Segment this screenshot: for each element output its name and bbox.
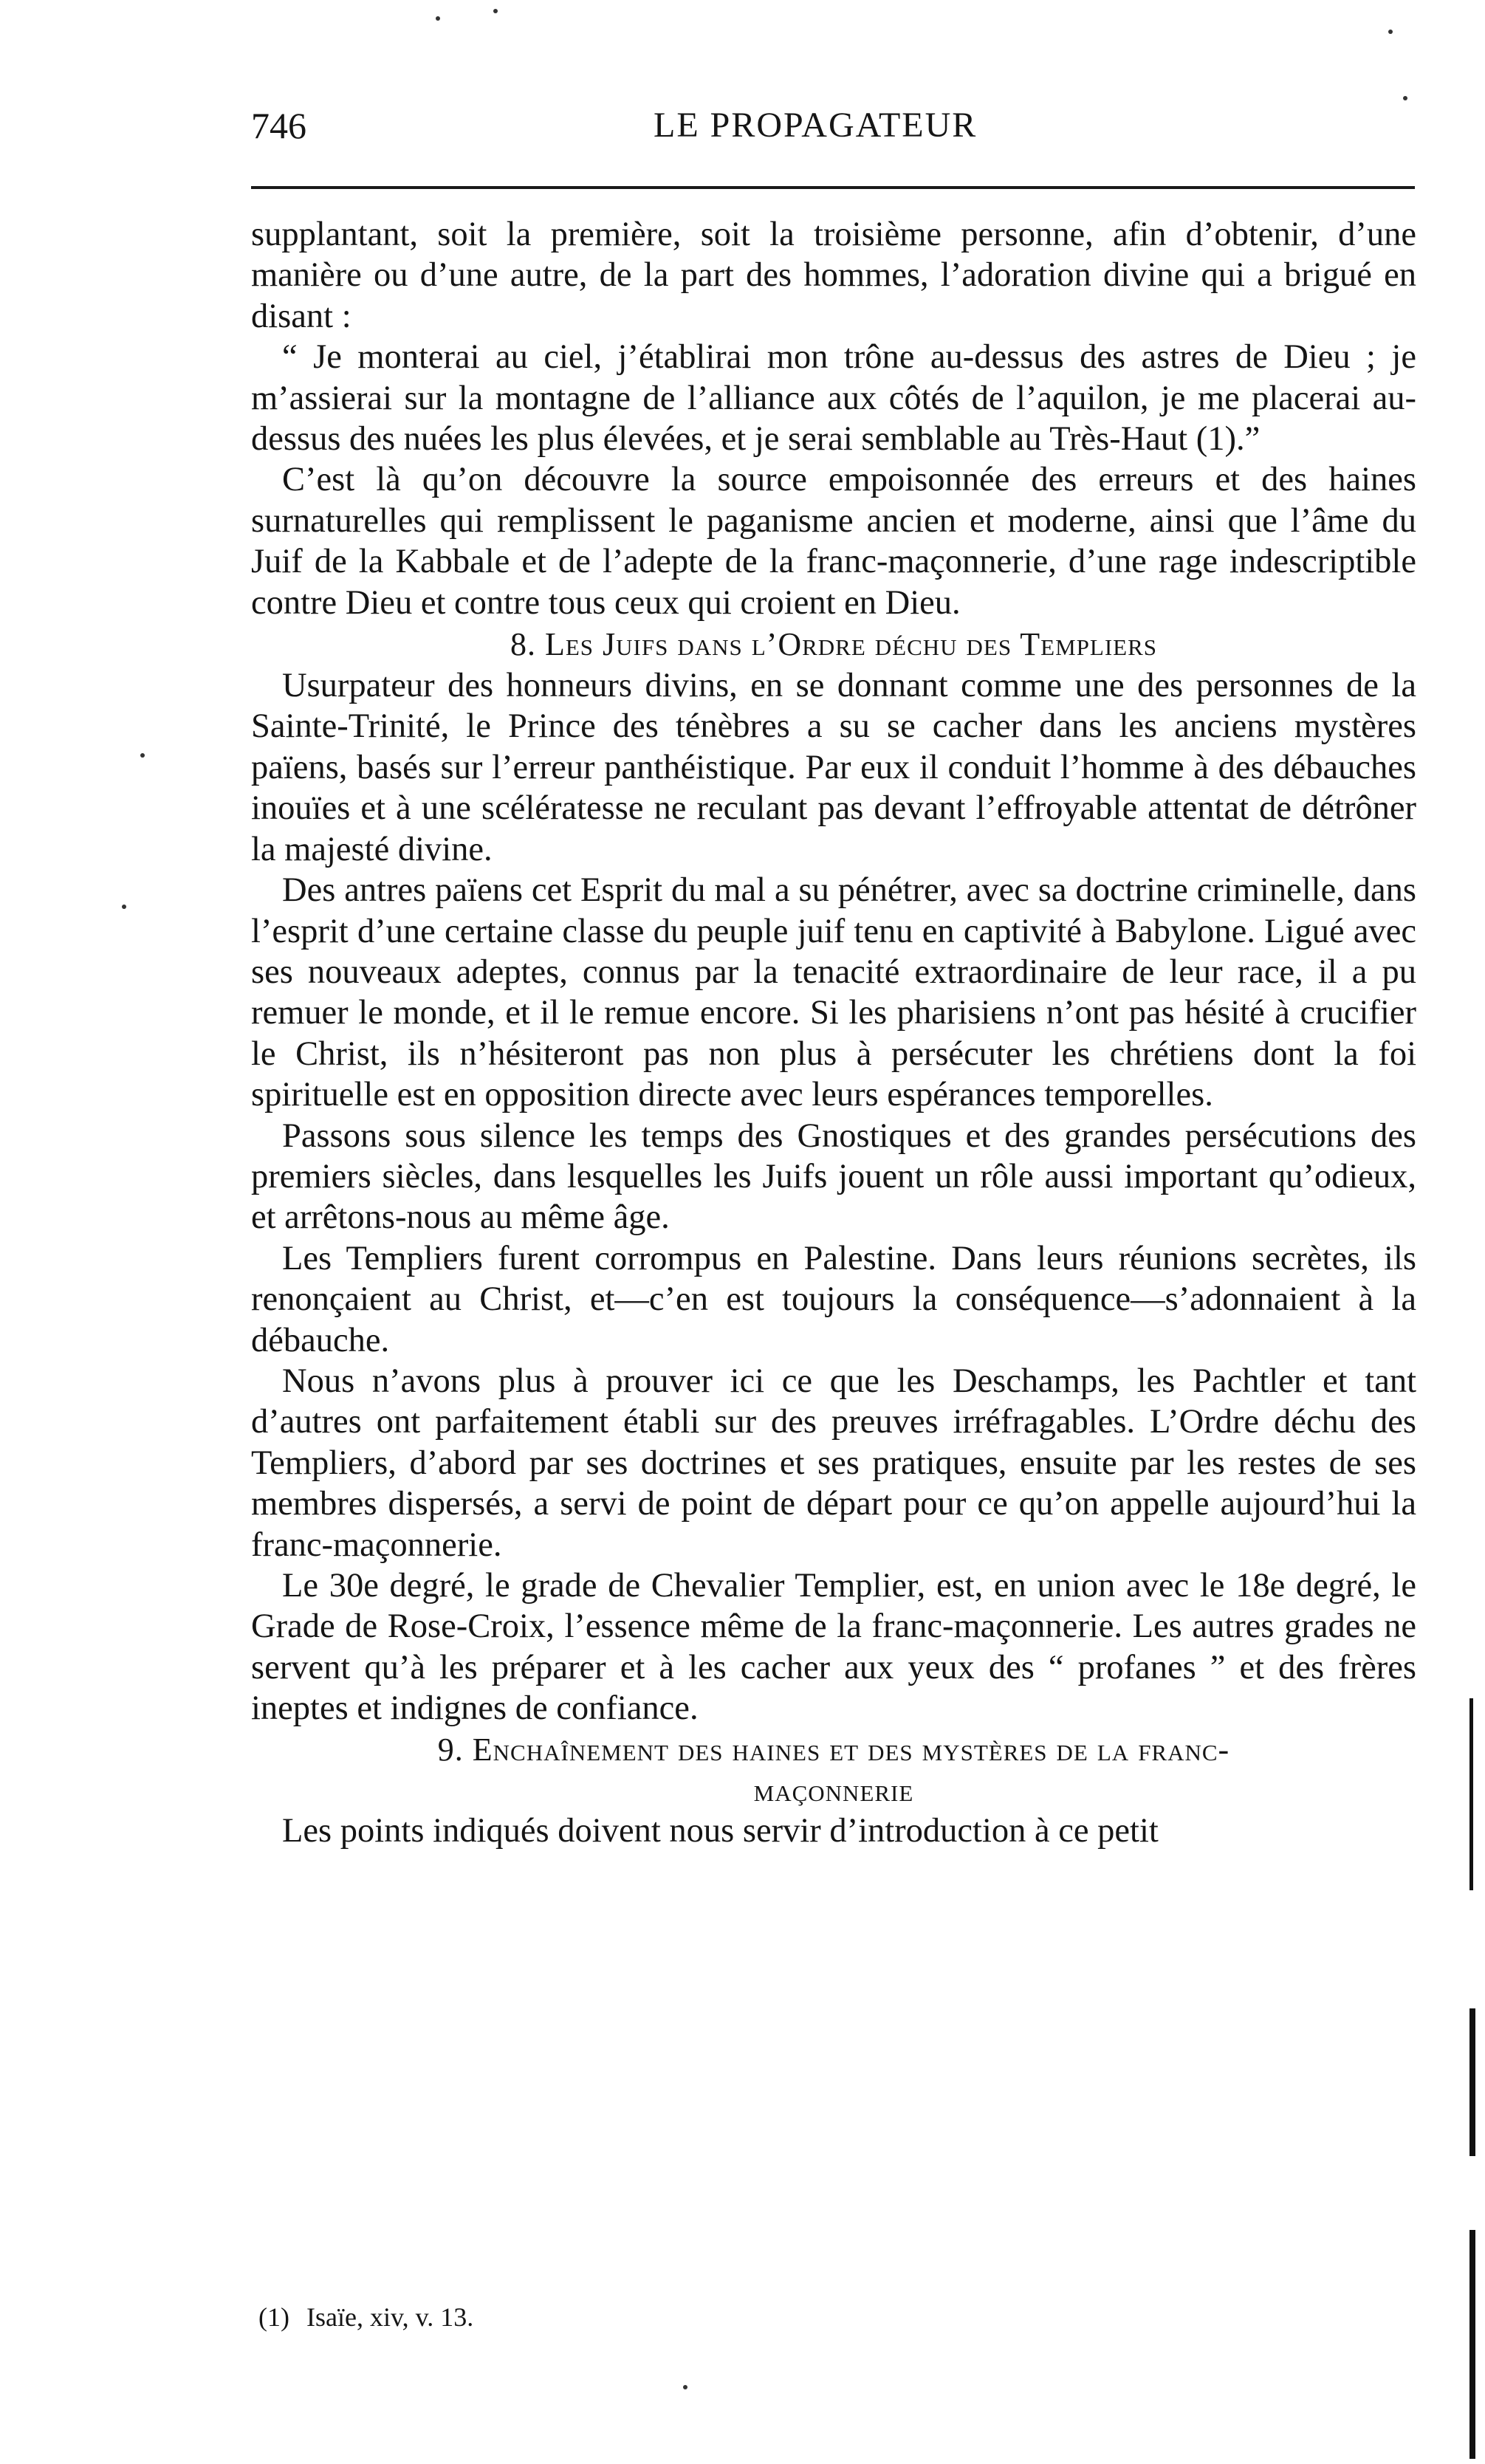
scan-edge-mark [1469,2230,1475,2459]
footnote-text: Isaïe, xiv, v. 13. [306,2302,474,2332]
scan-speck [140,753,145,758]
scan-speck [1403,96,1407,100]
scan-edge-mark [1469,1698,1473,1890]
footnote-mark: (1) [258,2302,289,2332]
scan-speck [436,16,440,21]
paragraph: Le 30e degré, le grade de Chevalier Templier, est, en union avec le 18e degré, le Grade de Rose-Croix, l’essence même de la franc-maçonnerie. Les autres grades ne servent qu’à les préparer et à les cacher aux yeux des “ profanes ” et des frères ineptes et indignes de confiance. [251,1567,1416,1728]
footnote [258,2301,473,2333]
scan-speck [122,905,126,909]
scan-edge-mark [1469,2008,1475,2156]
paragraph: supplantant, soit la première, soit la troisième personne, afin d’obtenir, d’une manière ou d’une autre, de la part des hommes, l’adoration divine qui a brigué en disant : [251,216,1416,335]
paragraph: Usurpateur des honneurs divins, en se donnant comme une des personnes de la Sainte-Trinité, le Prince des ténèbres a su se cacher dans les anciens mystères païens, basés sur l’erreur panthéistique. Par eux il conduit l’homme à des débauches inouïes et à une scélératesse ne reculant pas devant l’effroyable attentat de détrôner la majesté divine. [251,667,1416,868]
scan-speck [1388,30,1393,34]
paragraph: Les Templiers furent corrompus en Palestine. Dans leurs réunions secrètes, ils renonçaient au Christ, et—c’en est toujours la conséquence—s’adonnaient à la débauche. [251,1239,1416,1359]
running-title: LE PROPAGATEUR [654,106,978,145]
paragraph: Passons sous silence les temps des Gnostiques et des grandes persécutions des premiers siècles, dans lesquelles les Juifs jouent un rôle aussi important qu’odieux, et arrêtons-nous au même âge. [251,1116,1416,1237]
paragraph: Nous n’avons plus à prouver ici ce que les Deschamps, les Pachtler et tant d’autres ont parfaitement établi sur des preuves irréfragables. L’Ordre déchu des Templiers, d’abord par ses doctrines et ses pratiques, ensuite par les restes de ses membres dispersés, a servi de point de départ pour ce qu’on appelle aujourd’hui la franc-maçonnerie. [251,1362,1416,1564]
page-number: 746 [251,105,306,146]
section-heading-8 [251,623,1416,665]
scan-speck [493,9,498,13]
section-title-line-1: Enchaînement des haines et des mystères de la franc- [472,1731,1230,1768]
page-header [251,103,1418,155]
header-rule [251,186,1415,189]
scan-speck [683,2385,687,2389]
paragraph: C’est là qu’on découvre la source empoisonnée des erreurs et des haines surnaturelles qui remplissent le paganisme ancien et moderne, ainsi que l’âme du Juif de la Kabbale et de l’adepte de la franc-maçonnerie, d’une rage indescriptible contre Dieu et contre tous ceux qui croient en Dieu. [251,461,1416,622]
section-number: 8. [510,626,536,663]
section-heading-9 [251,1729,1416,1811]
main-text [251,214,1416,1851]
section-number: 9. [437,1731,464,1768]
paragraph: Des antres païens cet Esprit du mal a su pénétrer, avec sa doctrine criminelle, dans l’esprit d’une certaine classe du peuple juif tenu en captivité à Babylone. Ligué avec ses nouveaux adeptes, connus par la tenacité extraordinaire de leur race, il a pu remuer le monde, et il le remue encore. Si les pharisiens n’ont pas hésité à crucifier le Christ, ils n’hésiteront pas non plus à persécuter les chrétiens dont la foi spirituelle est en opposition directe avec leurs espérances temporelles. [251,871,1416,1114]
section-title-line-2: maçonnerie [753,1771,914,1808]
section-title: Les Juifs dans l’Ordre déchu des Templiers [544,626,1158,663]
quotation-paragraph: “ Je monterai au ciel, j’établirai mon trône au-dessus des astres de Dieu ; je m’assierai sur la montagne de l’alliance aux côtés de l’aquilon, je me placerai au-dessus des nuées les plus élevées, et je serai semblable au Très-Haut (1).” [251,338,1416,459]
paragraph: Les points indiqués doivent nous servir d’introduction à ce petit [282,1811,1159,1850]
